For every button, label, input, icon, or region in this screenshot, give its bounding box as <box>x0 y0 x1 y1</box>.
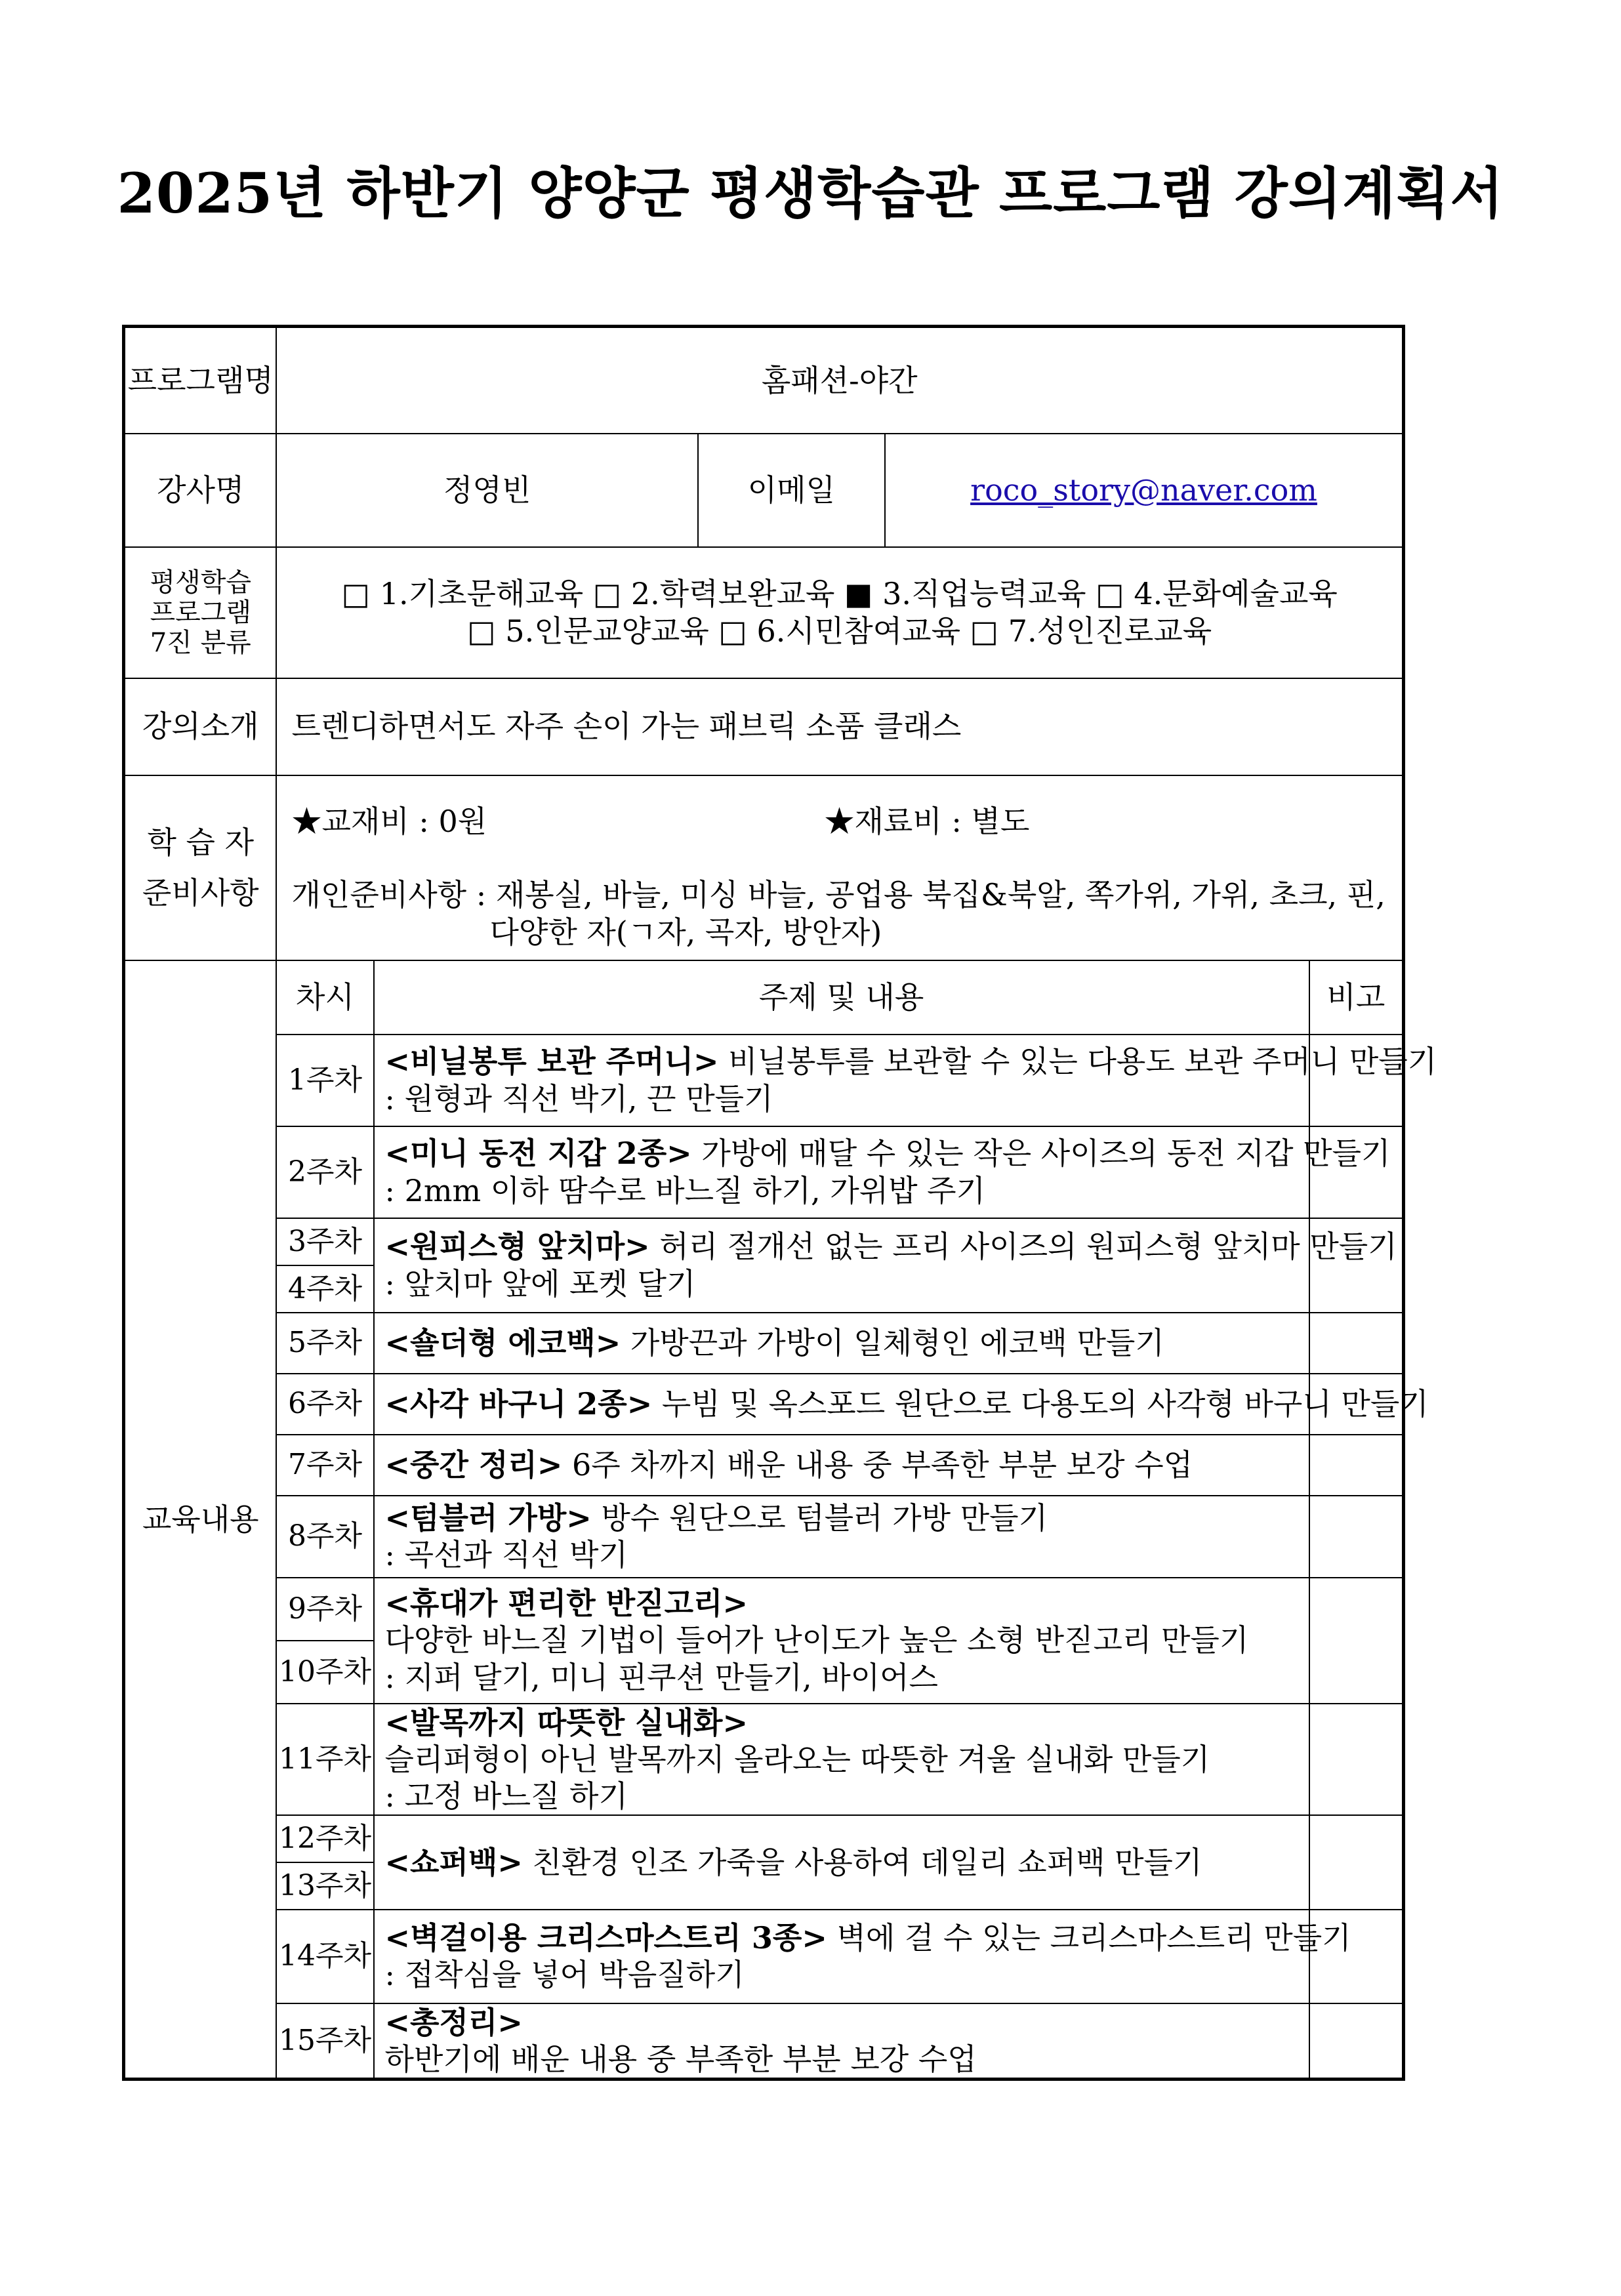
topic-1-title: <비닐봉투 보관 주머니> <box>384 1044 719 1080</box>
topic-8-title: <텀블러 가방> <box>384 1500 592 1536</box>
topic-7-desc: 6주 차까지 배운 내용 중 부족한 부분 보강 수업 <box>562 1446 1193 1483</box>
week-1: 1주차 <box>276 1035 373 1126</box>
week-14: 14주차 <box>276 1910 373 2003</box>
topic-12 <box>374 1815 1309 1910</box>
content-header-row <box>124 960 1404 1035</box>
category-options-line2: □ 5.인문교양교육 □ 6.시민참여교육 □ 7.성인진로교육 <box>467 613 1212 649</box>
topic-3-title: <원피스형 앞치마> <box>384 1229 650 1265</box>
note-5 <box>1309 1313 1404 1374</box>
category-label-line1: 평생학습 <box>150 567 252 598</box>
note-15 <box>1309 2003 1404 2080</box>
note-8 <box>1309 1496 1404 1578</box>
topic-12-title: <쇼퍼백> <box>384 1844 523 1880</box>
topic-2-desc: 가방에 매달 수 있는 작은 사이즈의 동전 지갑 만들기 <box>691 1136 1391 1172</box>
topic-6-title: <사각 바구니 2종> <box>384 1385 653 1422</box>
prep-label-line1: 학 습 자 <box>147 825 255 861</box>
topic-3-desc: 허리 절개선 없는 프리 사이즈의 원피스형 앞치마 만들기 <box>649 1229 1397 1265</box>
intro-label: 강의소개 <box>124 678 277 775</box>
topic-9-desc: 다양한 바느질 기법이 들어가 난이도가 높은 소형 반짇고리 만들기 <box>384 1622 1249 1658</box>
topic-3-sub: : 앞치마 앞에 포켓 달기 <box>384 1265 696 1302</box>
week-12: 12주차 <box>276 1815 373 1862</box>
topic-6-desc: 누빔 및 옥스포드 원단으로 다용도의 사각형 바구니 만들기 <box>652 1385 1429 1422</box>
table-row <box>124 1704 1404 1815</box>
note-7 <box>1309 1435 1404 1496</box>
table-row <box>124 1910 1404 2003</box>
topic-8 <box>374 1496 1309 1578</box>
email-link[interactable]: roco_story@naver.com <box>970 472 1317 508</box>
week-10: 10주차 <box>276 1641 373 1704</box>
prep-content <box>276 775 1403 960</box>
topic-9-title: <휴대가 편리한 반짇고리> <box>384 1586 748 1622</box>
instructor-value: 정영빈 <box>276 434 697 547</box>
week-8: 8주차 <box>276 1496 373 1578</box>
table-row <box>124 1496 1404 1578</box>
col-note-header: 비고 <box>1309 960 1404 1035</box>
prep-label <box>124 775 277 960</box>
topic-11-desc: 슬리퍼형이 아닌 발목까지 올라오는 따뜻한 겨울 실내화 만들기 <box>384 1741 1210 1777</box>
table-row <box>124 1313 1404 1374</box>
week-3: 3주차 <box>276 1218 373 1265</box>
note-11 <box>1309 1704 1404 1815</box>
table-row <box>124 1578 1404 1641</box>
topic-3 <box>374 1218 1397 1313</box>
intro-value: 트렌디하면서도 자주 손이 가는 패브릭 소품 클래스 <box>276 678 1403 775</box>
topic-14-sub: : 접착심을 넣어 박음질하기 <box>384 1957 745 1993</box>
personal-items-line1: 개인준비사항 : 재봉실, 바늘, 미싱 바늘, 공업용 북집&북알, 쪽가위, 가위, 초크, 핀, <box>291 877 1385 913</box>
topic-11-title: <발목까지 따뜻한 실내화> <box>384 1704 748 1740</box>
topic-11 <box>374 1704 1309 1815</box>
material-fee: ★재료비 : 별도 <box>824 804 1030 840</box>
table-row <box>124 1435 1404 1496</box>
category-label <box>124 547 277 678</box>
category-label-line2: 프로그램 <box>150 597 252 628</box>
topic-8-sub: : 곡선과 직선 박기 <box>384 1537 628 1572</box>
topic-5 <box>374 1313 1309 1374</box>
program-name-row <box>124 327 1404 434</box>
content-label: 교육내용 <box>124 960 277 2080</box>
topic-7 <box>374 1435 1309 1496</box>
topic-9-sub: : 지퍼 달기, 미니 핀쿠션 만들기, 바이어스 <box>384 1659 938 1695</box>
topic-12-desc: 친환경 인조 가죽을 사용하여 데일리 쇼퍼백 만들기 <box>522 1844 1202 1880</box>
topic-14-title: <벽걸이용 크리스마스트리 3종> <box>384 1920 827 1956</box>
topic-5-title: <숄더형 에코백> <box>384 1324 621 1361</box>
topic-6 <box>374 1374 1429 1435</box>
textbook-fee: ★교재비 : 0원 <box>291 804 487 840</box>
topic-1-desc: 비닐봉투를 보관할 수 있는 다용도 보관 주머니 만들기 <box>718 1044 1437 1080</box>
week-4: 4주차 <box>276 1265 373 1313</box>
table-row <box>124 1035 1404 1126</box>
email-label: 이메일 <box>698 434 885 547</box>
table-row <box>124 1218 1404 1265</box>
topic-2-title: <미니 동전 지갑 2종> <box>384 1136 692 1172</box>
col-session-header: 차시 <box>276 960 373 1035</box>
category-options <box>276 547 1403 678</box>
intro-row <box>124 678 1404 775</box>
instructor-row <box>124 434 1404 547</box>
week-13: 13주차 <box>276 1862 373 1910</box>
topic-14 <box>374 1910 1351 2003</box>
week-15: 15주차 <box>276 2003 373 2080</box>
category-row <box>124 547 1404 678</box>
topic-2-sub: : 2mm 이하 땀수로 바느질 하기, 가위밥 주기 <box>384 1172 986 1208</box>
program-name-value: 홈패션-야간 <box>276 327 1403 434</box>
category-options-line1: □ 1.기초문해교육 □ 2.학력보완교육 ■ 3.직업능력교육 □ 4.문화예술교육 <box>341 576 1338 612</box>
table-row <box>124 2003 1404 2080</box>
table-row <box>124 1126 1404 1218</box>
topic-9 <box>374 1578 1309 1704</box>
note-9 <box>1309 1578 1404 1704</box>
category-label-line3: 7진 분류 <box>150 627 251 658</box>
topic-14-desc: 벽에 걸 수 있는 크리스마스트리 만들기 <box>827 1920 1351 1956</box>
topic-15 <box>374 2003 1309 2080</box>
topic-8-desc: 방수 원단으로 텀블러 가방 만들기 <box>591 1500 1048 1536</box>
topic-2 <box>374 1126 1391 1218</box>
instructor-label: 강사명 <box>124 434 277 547</box>
personal-items <box>277 868 1402 960</box>
prep-row <box>124 775 1404 960</box>
topic-5-desc: 가방끈과 가방이 일체형인 에코백 만들기 <box>621 1324 1164 1361</box>
week-9: 9주차 <box>276 1578 373 1641</box>
week-5: 5주차 <box>276 1313 373 1374</box>
week-7: 7주차 <box>276 1435 373 1496</box>
lecture-plan-table <box>122 325 1437 2081</box>
week-2: 2주차 <box>276 1126 373 1218</box>
topic-15-desc: 하반기에 배운 내용 중 부족한 부분 보강 수업 <box>384 2041 977 2077</box>
email-cell <box>885 434 1404 547</box>
topic-1-sub: : 원형과 직선 박기, 끈 만들기 <box>384 1080 773 1117</box>
personal-items-line2: 다양한 자(ㄱ자, 곡자, 방안자) <box>489 914 882 950</box>
topic-11-sub: : 고정 바느질 하기 <box>384 1778 628 1814</box>
program-name-label: 프로그램명 <box>124 327 277 434</box>
table-row <box>124 1374 1404 1435</box>
week-6: 6주차 <box>276 1374 373 1435</box>
topic-7-title: <중간 정리> <box>384 1446 563 1483</box>
note-12 <box>1309 1815 1404 1910</box>
prep-inner-table <box>277 776 1402 960</box>
prep-label-line2: 준비사항 <box>142 874 259 911</box>
week-11: 11주차 <box>276 1704 373 1815</box>
topic-1 <box>374 1035 1437 1126</box>
document-title: 2025년 하반기 양양군 평생학습관 프로그램 강의계획서 <box>117 161 1504 226</box>
table-row <box>124 1815 1404 1862</box>
topic-15-title: <총정리> <box>384 2004 523 2040</box>
col-topic-header: 주제 및 내용 <box>374 960 1309 1035</box>
